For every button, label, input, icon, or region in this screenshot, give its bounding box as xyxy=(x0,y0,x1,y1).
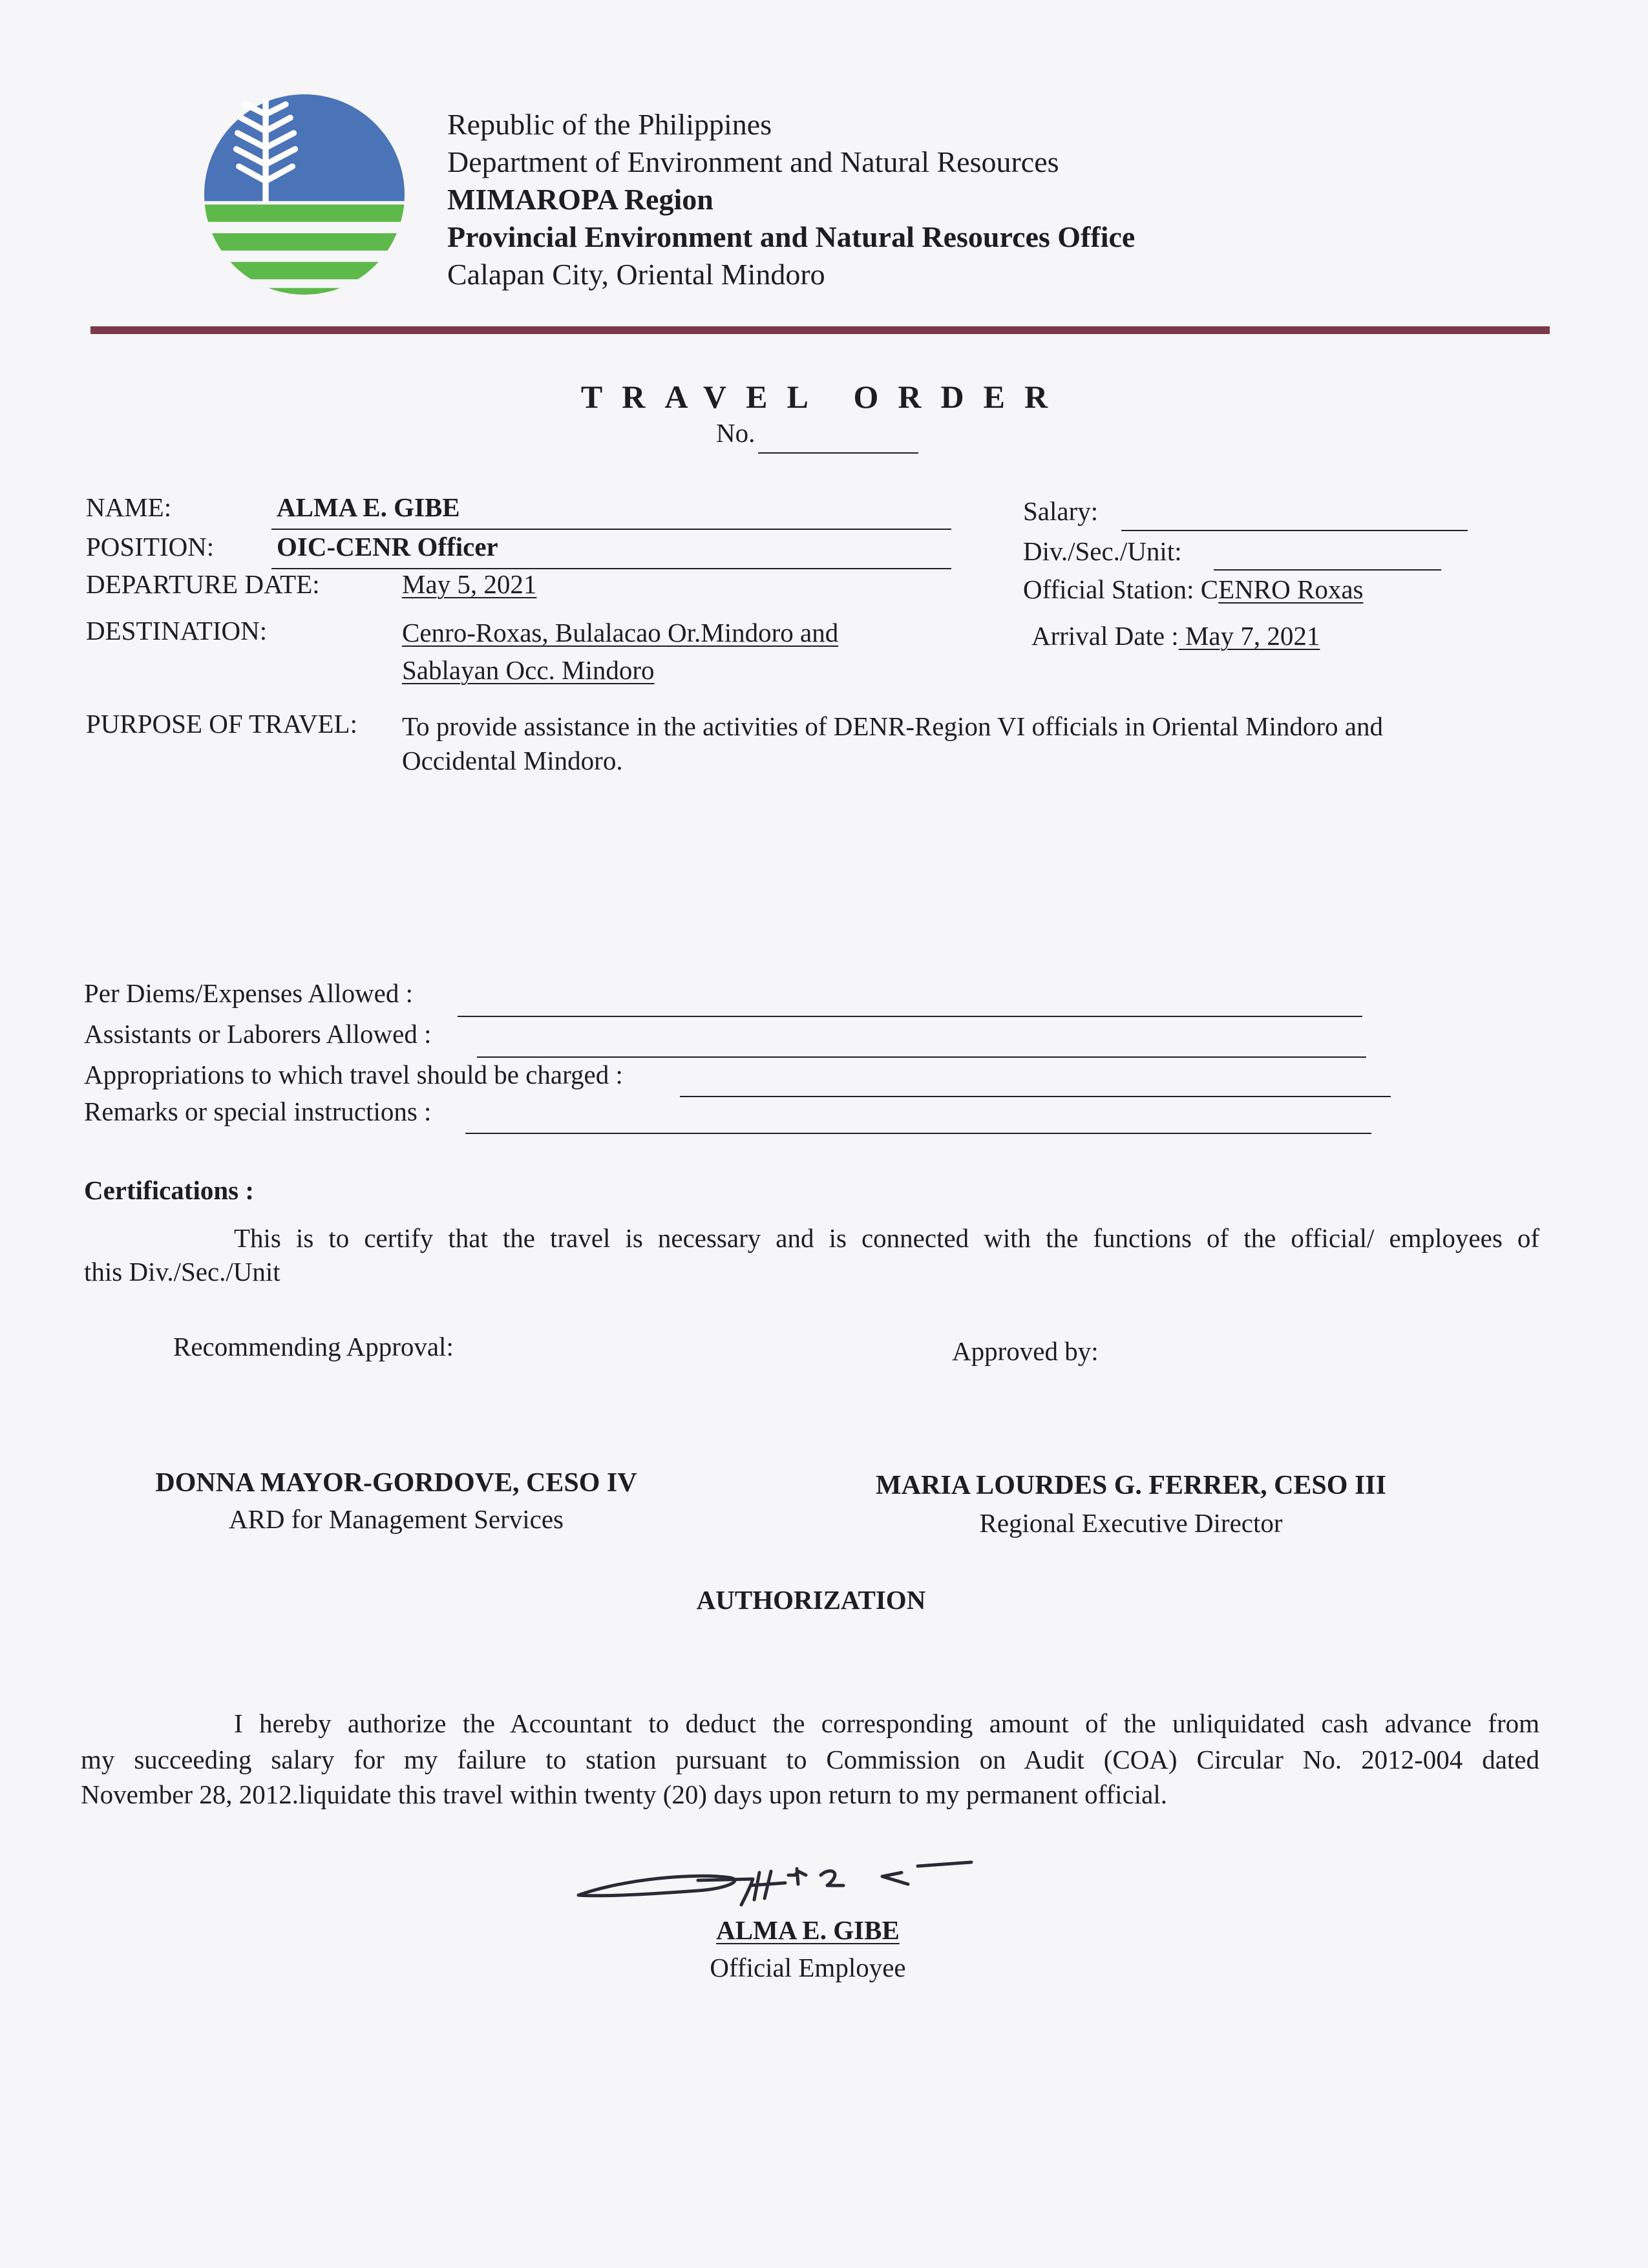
approver-title: Regional Executive Director xyxy=(979,1508,1283,1538)
purpose-value-line2: Occidental Mindoro. xyxy=(402,746,623,775)
denr-logo-icon xyxy=(204,94,405,295)
authorization-text-line2: my succeeding salary for my failure to station pursuant to Commission on Audit (COA) Circular No. 2012-004 dated xyxy=(81,1745,1539,1774)
header-office: Provincial Environment and Natural Resources Office xyxy=(447,220,1136,253)
departure-date-value: May 5, 2021 xyxy=(402,569,537,599)
destination-value-line2: Sablayan Occ. Mindoro xyxy=(402,655,655,685)
purpose-value-line1: To provide assistance in the activities of DENR-Region VI officials in Oriental Mindoro and xyxy=(402,711,1383,741)
authorization-heading: AUTHORIZATION xyxy=(696,1585,926,1615)
name-underline xyxy=(271,529,951,530)
recommender-title: ARD for Management Services xyxy=(228,1504,564,1534)
document-title: TRAVEL ORDER xyxy=(580,379,1068,415)
header-republic: Republic of the Philippines xyxy=(447,108,772,141)
departure-date-label: DEPARTURE DATE: xyxy=(86,569,320,599)
position-value: OIC-CENR Officer xyxy=(277,532,498,562)
signatory-title: Official Employee xyxy=(710,1953,906,1982)
recommender-name: DONNA MAYOR-GORDOVE, CESO IV xyxy=(155,1468,637,1498)
recommending-approval-label: Recommending Approval: xyxy=(173,1332,454,1361)
order-number-field[interactable] xyxy=(758,452,918,454)
position-underline xyxy=(271,568,951,569)
approver-name: MARIA LOURDES G. FERRER, CESO III xyxy=(876,1471,1386,1500)
certifications-text-line2: this Div./Sec./Unit xyxy=(84,1257,280,1286)
per-diems-label: Per Diems/Expenses Allowed : xyxy=(84,978,414,1008)
authorization-text-line1: I hereby authorize the Accountant to deduct the corresponding amount of the unliquidated cash advance from xyxy=(234,1708,1539,1738)
header-department: Department of Environment and Natural Resources xyxy=(447,145,1059,178)
appropriations-field[interactable] xyxy=(680,1096,1391,1097)
official-station-label: Official Station: CENRO Roxas xyxy=(1023,574,1364,604)
div-sec-unit-label: Div./Sec./Unit: xyxy=(1023,536,1182,566)
per-diems-field[interactable] xyxy=(458,1016,1362,1017)
header-divider xyxy=(90,326,1550,334)
name-label: NAME: xyxy=(86,492,172,522)
employee-signature xyxy=(565,1853,979,1911)
div-sec-unit-field[interactable] xyxy=(1214,569,1441,571)
assistants-label: Assistants or Laborers Allowed : xyxy=(84,1019,432,1049)
remarks-field[interactable] xyxy=(465,1133,1371,1134)
approved-by-label: Approved by: xyxy=(952,1336,1099,1366)
salary-label: Salary: xyxy=(1023,496,1099,526)
assistants-field[interactable] xyxy=(477,1056,1366,1058)
destination-label: DESTINATION: xyxy=(86,616,268,646)
arrival-date-value: May 7, 2021 xyxy=(1178,621,1320,651)
remarks-label: Remarks or special instructions : xyxy=(84,1097,432,1126)
position-label: POSITION: xyxy=(86,532,215,562)
arrival-date-label: Arrival Date : May 7, 2021 xyxy=(1031,621,1320,651)
name-value: ALMA E. GIBE xyxy=(277,492,460,522)
header-city: Calapan City, Oriental Mindoro xyxy=(447,258,825,291)
signatory-name: ALMA E. GIBE xyxy=(716,1915,900,1945)
order-number-label: No. xyxy=(716,418,755,448)
salary-field[interactable] xyxy=(1121,530,1468,531)
authorization-text-line3: November 28, 2012.liquidate this travel within twenty (20) days upon return to my permanent official. xyxy=(81,1780,1167,1809)
purpose-label: PURPOSE OF TRAVEL: xyxy=(86,709,357,739)
certifications-heading: Certifications : xyxy=(84,1175,254,1205)
certifications-text-line1: This is to certify that the travel is necessary and is connected with the functions of the official/ employees of xyxy=(234,1223,1539,1253)
appropriations-label: Appropriations to which travel should be charged : xyxy=(84,1060,623,1089)
destination-value-line1: Cenro-Roxas, Bulalacao Or.Mindoro and xyxy=(402,618,839,647)
official-station-value: ENRO Roxas xyxy=(1218,574,1364,604)
header-region: MIMAROPA Region xyxy=(447,183,713,216)
